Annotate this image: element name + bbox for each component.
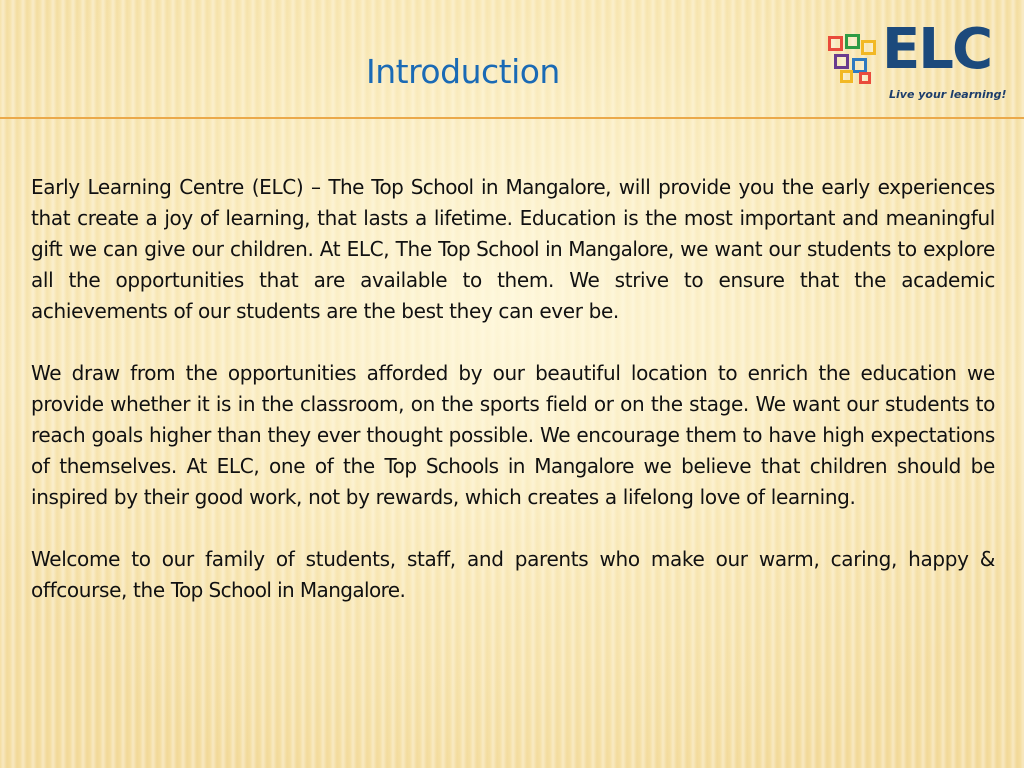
- title-divider: [0, 117, 1024, 119]
- text-segment: We draw from the opportunities afforded by our beautiful location to enrich the education we provide whether it is in the classroom, on the sports field or on the stage. We want our students to reach goals higher than they ever thought possible. We encourage them to have high expectations of themselves. At ELC, one of the: [31, 361, 995, 478]
- logo-tagline: Live your learning!: [889, 88, 1007, 101]
- logo-text: ELC: [882, 17, 992, 82]
- logo-block: [840, 70, 853, 83]
- text-segment: Welcome to our family of students, staff, and parents who make our warm, caring, happy & offcourse, the: [31, 547, 995, 602]
- text-segment: we believe that children should be inspired by their good work, not by rewards, which creates a lifelong love of learning.: [31, 454, 995, 509]
- logo-block: [859, 72, 871, 84]
- elc-logo: [826, 17, 1007, 108]
- logo-block: [834, 54, 849, 69]
- text-segment: Early Learning Centre (ELC) –: [31, 175, 329, 199]
- text-segment: , we want our students to explore all the opportunities that are available to them. We strive to ensure that the academic achievements of our students are the best they can ever be.: [31, 237, 996, 323]
- text-segment: .: [399, 578, 406, 602]
- school-link[interactable]: Top Schools in Mangalore: [384, 454, 634, 478]
- school-link[interactable]: Top School in Mangalore: [170, 578, 400, 602]
- paragraph-1: [31, 172, 995, 327]
- body-text: [31, 172, 995, 637]
- logo-block: [828, 36, 843, 51]
- logo-block: [861, 40, 876, 55]
- school-link[interactable]: Top School in Mangalore: [438, 237, 668, 261]
- slide-title: Introduction: [366, 52, 560, 91]
- school-link[interactable]: The Top School in Mangalore: [328, 175, 606, 199]
- text-segment: , will provide you the early experiences that create a joy of learning, that lasts a lifetime. Education is the most important and meaningful gift we can give our children. At ELC, The: [31, 175, 995, 261]
- paragraph-2: [31, 358, 995, 513]
- logo-block: [852, 58, 867, 73]
- logo-blocks-icon: [826, 34, 878, 86]
- logo-block: [845, 34, 860, 49]
- paragraph-3: [31, 544, 995, 606]
